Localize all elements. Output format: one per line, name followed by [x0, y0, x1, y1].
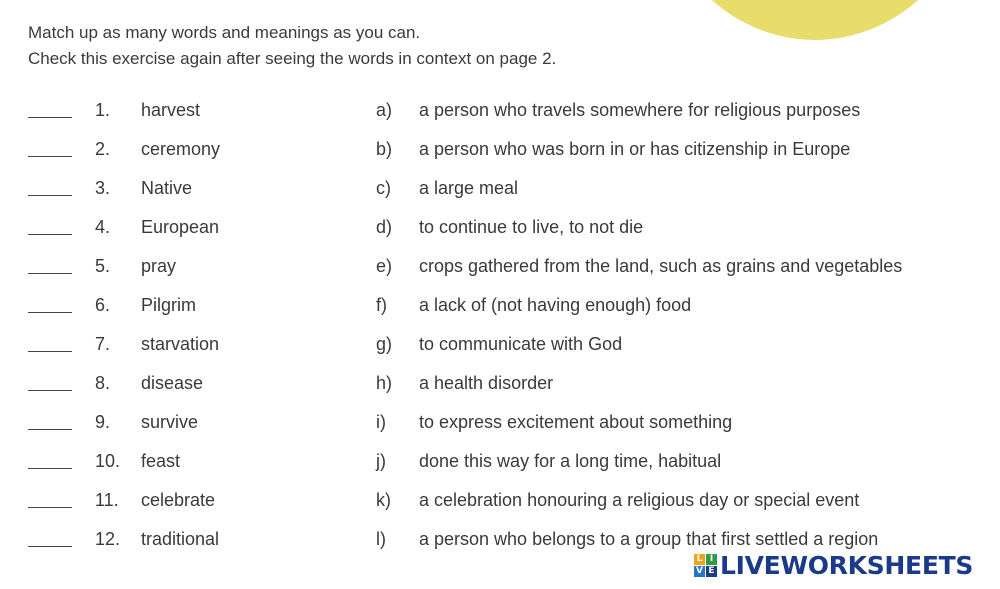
answer-blank-5[interactable] — [28, 273, 72, 274]
word-number: 8. — [95, 373, 111, 393]
meaning-letter: l) — [376, 529, 386, 549]
word-term: Pilgrim — [141, 295, 197, 315]
word-term: disease — [141, 373, 204, 393]
answer-blank-7[interactable] — [28, 351, 72, 352]
match-row-11 — [0, 487, 1000, 513]
logo-cell: E — [706, 566, 717, 577]
logo-cell: V — [694, 566, 705, 577]
match-row-12 — [0, 526, 1000, 552]
word-term: harvest — [141, 100, 201, 120]
meaning-text: a large meal — [419, 178, 519, 198]
instructions-line-2: Check this exercise again after seeing the words in context on page 2. — [28, 49, 557, 68]
match-row-5 — [0, 253, 1000, 279]
word-term: ceremony — [141, 139, 221, 159]
logo-cell: L — [694, 554, 705, 565]
meaning-letter: i) — [376, 412, 386, 432]
meaning-text: crops gathered from the land, such as grains and vegetables — [419, 256, 903, 276]
word-term: pray — [141, 256, 177, 276]
word-number: 5. — [95, 256, 111, 276]
meaning-letter: j) — [376, 451, 386, 471]
match-row-4 — [0, 214, 1000, 240]
word-term: starvation — [141, 334, 220, 354]
logo-icon — [694, 554, 717, 577]
word-number: 4. — [95, 217, 111, 237]
meaning-letter: b) — [376, 139, 393, 159]
meaning-text: a health disorder — [419, 373, 554, 393]
word-number: 6. — [95, 295, 111, 315]
word-number: 11. — [95, 490, 119, 510]
liveworksheets-logo — [694, 551, 973, 579]
meaning-letter: c) — [376, 178, 391, 198]
meaning-letter: e) — [376, 256, 393, 276]
logo-wordmark: LIVEWORKSHEETS — [720, 550, 974, 580]
match-row-10 — [0, 448, 1000, 474]
answer-blank-1[interactable] — [28, 117, 72, 118]
meaning-letter: f) — [376, 295, 387, 315]
meaning-text: to communicate with God — [419, 334, 623, 354]
answer-blank-11[interactable] — [28, 507, 72, 508]
word-term: European — [141, 217, 220, 237]
word-number: 7. — [95, 334, 111, 354]
word-term: celebrate — [141, 490, 216, 510]
instructions-line-1: Match up as many words and meanings as you can. — [28, 23, 421, 42]
word-number: 1. — [95, 100, 111, 120]
answer-blank-10[interactable] — [28, 468, 72, 469]
meaning-text: a person who belongs to a group that first settled a region — [419, 529, 879, 549]
word-number: 10. — [95, 451, 121, 471]
answer-blank-3[interactable] — [28, 195, 72, 196]
meaning-text: a person who travels somewhere for religious purposes — [419, 100, 861, 120]
answer-blank-6[interactable] — [28, 312, 72, 313]
match-row-9 — [0, 409, 1000, 435]
answer-blank-8[interactable] — [28, 390, 72, 391]
meaning-letter: a) — [376, 100, 393, 120]
meaning-letter: h) — [376, 373, 393, 393]
answer-blank-9[interactable] — [28, 429, 72, 430]
meaning-text: a person who was born in or has citizenship in Europe — [419, 139, 851, 159]
answer-blank-4[interactable] — [28, 234, 72, 235]
meaning-letter: d) — [376, 217, 393, 237]
word-number: 3. — [95, 178, 111, 198]
meaning-text: to express excitement about something — [419, 412, 733, 432]
meaning-text: done this way for a long time, habitual — [419, 451, 722, 471]
word-number: 9. — [95, 412, 111, 432]
word-term: survive — [141, 412, 199, 432]
decorative-yellow-circle — [655, 0, 975, 40]
word-term: Native — [141, 178, 193, 198]
instructions — [28, 20, 556, 72]
answer-blank-2[interactable] — [28, 156, 72, 157]
word-number: 2. — [95, 139, 111, 159]
word-number: 12. — [95, 529, 121, 549]
meaning-letter: g) — [376, 334, 393, 354]
match-row-3 — [0, 175, 1000, 201]
word-term: traditional — [141, 529, 220, 549]
match-row-7 — [0, 331, 1000, 357]
meaning-letter: k) — [376, 490, 391, 510]
match-row-6 — [0, 292, 1000, 318]
match-row-1 — [0, 97, 1000, 123]
match-row-8 — [0, 370, 1000, 396]
match-row-2 — [0, 136, 1000, 162]
logo-cell: I — [706, 554, 717, 565]
answer-blank-12[interactable] — [28, 546, 72, 547]
word-term: feast — [141, 451, 181, 471]
meaning-text: to continue to live, to not die — [419, 217, 644, 237]
meaning-text: a celebration honouring a religious day or special event — [419, 490, 860, 510]
meaning-text: a lack of (not having enough) food — [419, 295, 692, 315]
